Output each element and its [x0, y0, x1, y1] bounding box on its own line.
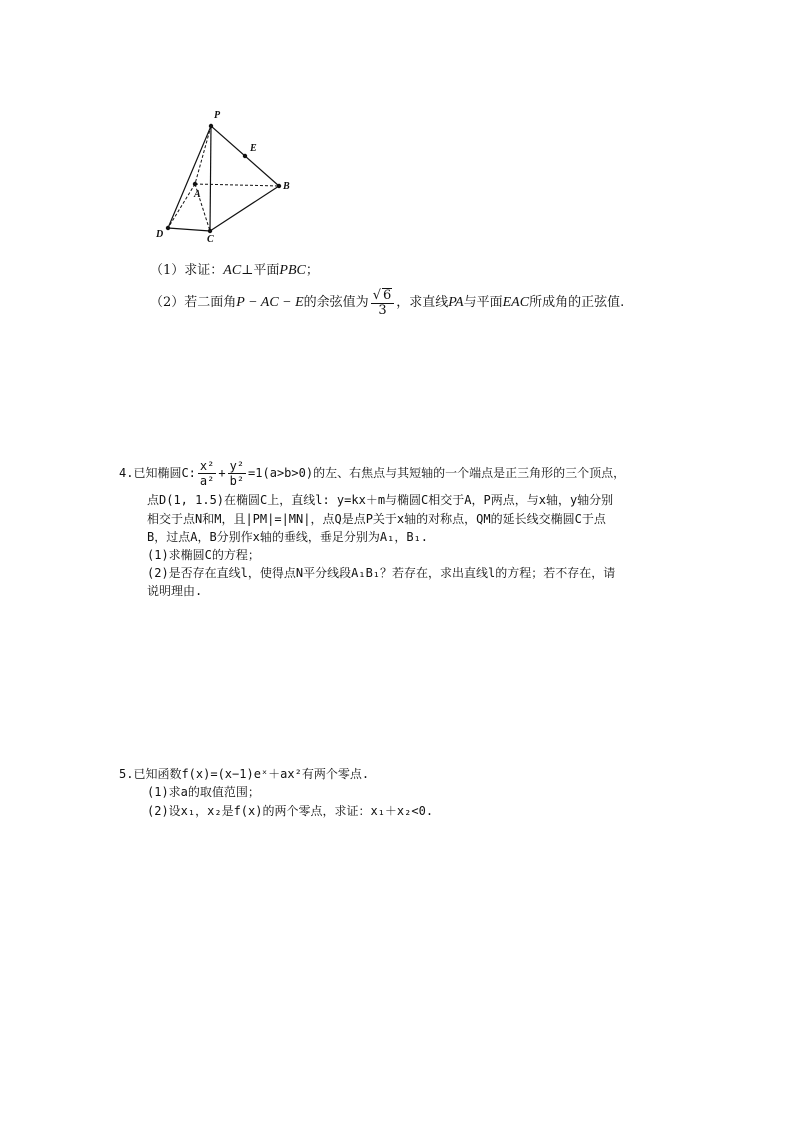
pyramid-figure	[150, 105, 300, 245]
q3-part1-math2: PBC	[279, 263, 306, 278]
q5-line3: (2)设x₁，x₂是f(x)的两个零点，求证：x₁＋x₂<0.	[147, 804, 434, 818]
q5-line2: (1)求a的取值范围；	[147, 785, 260, 799]
label-A: A	[194, 189, 201, 200]
q3-part1-suffix: ；	[305, 263, 319, 278]
q4-line1-a: 已知椭圆C:	[133, 466, 196, 480]
q3-part1-perp: ⊥平面	[241, 263, 280, 278]
q4-frac1-den: a²	[199, 474, 215, 488]
q3-part2-mid: 的余弦值为	[303, 295, 369, 310]
edge-PC	[210, 126, 211, 231]
q4-plus: +	[218, 466, 226, 480]
q3-part2-frac-den: 3	[378, 302, 387, 318]
q3-part2-fraction: $\frac{√ 6}{3}$	[371, 288, 395, 318]
q4-frac1-num: x²	[199, 459, 215, 473]
q3-part1-math1: AC	[223, 263, 242, 278]
q4-line7: 说明理由.	[147, 584, 203, 598]
q4-line6: (2)是否存在直线l，使得点N平分线段A₁B₁？若存在，求出直线l的方程；若不存在，请	[147, 566, 616, 580]
q4-frac1	[198, 459, 216, 488]
q3-part2-math2: PA	[448, 295, 464, 310]
q3-part2-mid2: ，求直线	[396, 295, 449, 310]
q3-part2	[150, 285, 624, 321]
label-B: B	[283, 181, 290, 192]
q3-part2-frac-num: 6	[382, 287, 392, 303]
edge-AB	[195, 184, 279, 186]
q4-line5: (1)求椭圆C的方程；	[147, 548, 260, 562]
label-E: E	[250, 143, 257, 154]
label-D: D	[156, 229, 164, 240]
q3-part1-prefix: （1）求证：	[150, 263, 224, 278]
point-D	[166, 226, 170, 230]
edge-PA	[195, 126, 211, 184]
edge-AD	[168, 184, 195, 228]
q3-part2-mid3: 与平面	[463, 295, 503, 310]
q5-line1: 5.已知函数f(x)=(x−1)eˣ＋ax²有两个零点.	[119, 767, 370, 781]
q4-line4: B，过点A，B分别作x轴的垂线，垂足分别为A₁，B₁.	[147, 530, 429, 544]
q4-frac2-den: b²	[229, 474, 245, 488]
point-E	[243, 154, 247, 158]
q4-line3: 相交于点N和M，且|PM|=|MN|，点Q是点P关于x轴的对称点，QM的延长线交椭圆C于点	[147, 512, 606, 526]
q4-frac2-num: y²	[229, 459, 245, 473]
point-B	[277, 184, 281, 188]
q4-line1-b: =1(a>b>0)的左、右焦点与其短轴的一个端点是正三角形的三个顶点，	[248, 466, 626, 480]
label-P: P	[214, 110, 221, 121]
point-C	[208, 229, 212, 233]
q3-part2-math1: P − AC − E	[236, 295, 304, 310]
q4-line1	[119, 458, 625, 488]
q3-part2-suffix: 所成角的正弦值.	[529, 295, 625, 310]
q4-number: 4.	[119, 466, 134, 480]
point-A	[193, 182, 197, 186]
q3-part2-math3: EAC	[502, 295, 530, 310]
label-C: C	[207, 234, 214, 245]
point-P	[209, 124, 213, 128]
q4-line2: 点D(1, 1.5)在椭圆C上，直线l: y=kx＋m与椭圆C相交于A，P两点，与x轴，y轴分别	[147, 493, 614, 507]
q4-frac2	[228, 459, 246, 488]
edge-DC	[168, 228, 210, 231]
edge-CB	[210, 186, 279, 231]
q3-part1	[150, 262, 319, 280]
q3-part2-prefix: （2）若二面角	[150, 295, 237, 310]
